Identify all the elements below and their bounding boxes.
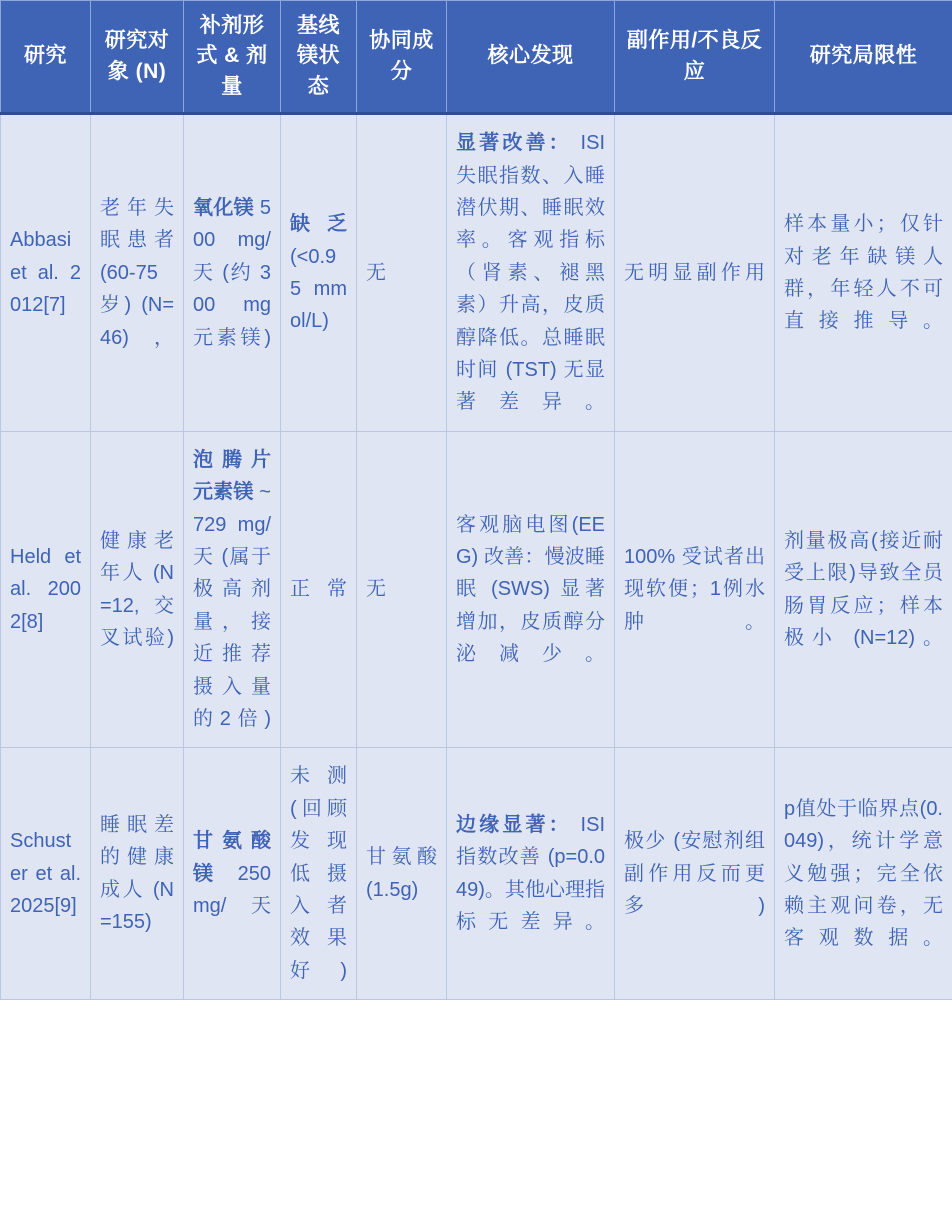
cell-synergist: 无	[357, 431, 447, 748]
cell-side-effects: 极少 (安慰剂组副作用反而更多)	[615, 748, 775, 1000]
finding-text: ISI 指数改善 (p=0.049)。其他心理指标无差异。	[456, 813, 606, 934]
column-header-side-effects: 副作用/不良反应	[615, 1, 775, 114]
column-header-subjects: 研究对象 (N)	[91, 1, 184, 114]
table-row	[1, 748, 952, 1000]
form-name: 氧化镁	[193, 197, 254, 220]
cell-limitations: p值处于临界点(0.049)，统计学意义勉强；完全依赖主观问卷，无客观数据。	[775, 748, 952, 1000]
cell-form-dose	[184, 431, 281, 748]
finding-label: 边缘显著：	[456, 813, 572, 836]
cell-key-findings	[447, 748, 615, 1000]
cell-synergist: 甘氨酸 (1.5g)	[357, 748, 447, 1000]
cell-synergist: 无	[357, 114, 447, 432]
column-header-study: 研究	[1, 1, 91, 114]
finding-text: 客观脑电图(EEG) 改善：慢波睡眠 (SWS) 显著增加，皮质醇分泌减少。	[456, 513, 605, 666]
form-dose: 250 mg/天	[193, 862, 271, 917]
form-name: 泡腾片元素镁	[193, 448, 271, 504]
table-row	[1, 431, 952, 748]
cell-side-effects: 100% 受试者出现软便；1例水肿。	[615, 431, 775, 748]
cell-limitations: 剂量极高(接近耐受上限)导致全员肠胃反应；样本极小 (N=12)。	[775, 431, 952, 748]
cell-baseline	[281, 114, 357, 432]
cell-subjects: 老年失眠患者 (60-75岁) (N=46)，	[91, 114, 184, 432]
cell-key-findings	[447, 114, 615, 432]
table-row	[1, 114, 952, 432]
baseline-status: 缺乏	[290, 213, 347, 236]
baseline-detail: 未测 (回顾发现低摄入者效果好)	[290, 765, 347, 982]
cell-study: Abbasi et al. 2012[7]	[1, 114, 91, 432]
form-dose: 500 mg/天 (约 300 mg 元素镁)	[193, 197, 271, 349]
column-header-key-findings: 核心发现	[447, 1, 615, 114]
column-header-baseline-magnesium: 基线镁状态	[281, 1, 357, 114]
form-name: 甘氨酸镁	[193, 830, 271, 885]
form-dose: ~729 mg/天 (属于极高剂量，接近推荐摄入量的2倍)	[193, 481, 271, 730]
cell-side-effects: 无明显副作用	[615, 114, 775, 432]
baseline-detail: (<0.95 mmol/L)	[290, 245, 347, 333]
cell-form-dose	[184, 748, 281, 1000]
cell-study: Schuster et al. 2025[9]	[1, 748, 91, 1000]
cell-limitations: 样本量小；仅针对老年缺镁人群，年轻人不可直接推导。	[775, 114, 952, 432]
cell-form-dose	[184, 114, 281, 432]
baseline-detail: 正常	[290, 578, 347, 601]
finding-text: ISI 失眠指数、入睡潜伏期、睡眠效率。客观指标（肾素、褪黑素）升高，皮质醇降低。总睡眠时间 (TST) 无显著差异。	[456, 132, 606, 414]
cell-key-findings	[447, 431, 615, 748]
cell-subjects: 健康老年人 (N=12, 交叉试验)	[91, 431, 184, 748]
cell-study: Held et al. 2002[8]	[1, 431, 91, 748]
cell-baseline	[281, 748, 357, 1000]
column-header-synergist: 协同成分	[357, 1, 447, 114]
finding-label: 显著改善：	[456, 132, 572, 155]
column-header-limitations: 研究局限性	[775, 1, 952, 114]
table-header-row	[1, 1, 952, 114]
column-header-form-dose: 补剂形式 & 剂量	[184, 1, 281, 114]
cell-subjects: 睡眠差的健康成人 (N=155)	[91, 748, 184, 1000]
cell-baseline	[281, 431, 357, 748]
